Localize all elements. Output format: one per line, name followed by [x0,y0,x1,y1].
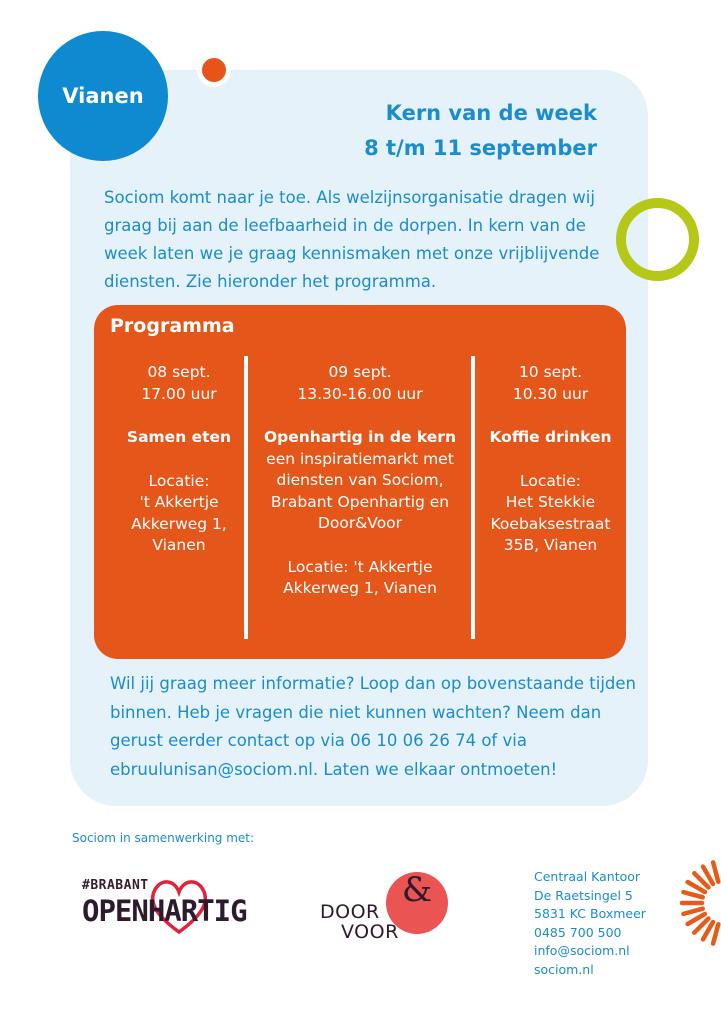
program-column-1 [112,362,246,557]
contact-line: Centraal Kantoor [534,869,641,884]
partners-caption: Sociom in samenwerking met: [72,831,255,845]
event-location-line: Akkerweg 1, Vianen [283,579,437,597]
program-column-3 [473,362,628,557]
event-heading [364,96,597,166]
event-location-label: Locatie: 't Akkertje [287,557,433,576]
contact-block [534,868,646,979]
decorative-dot [202,58,226,82]
event-location-line: 35B, Vianen [503,536,598,554]
event-title: Kern van de week [385,101,597,125]
event-date: 09 sept. [328,363,392,381]
event-location-line: Akkerweg 1, [131,514,227,533]
event-name: Koffie drinken [489,428,612,446]
event-location-line: Vianen [152,536,206,554]
event-date: 10 sept. [518,363,583,381]
event-name: Openhartig in de kern [263,428,456,446]
programma-title: Programma [110,315,235,337]
brabant-logo-main: OPENHARTIG [82,894,247,928]
door-voor-ampersand: & [401,870,433,910]
contact-website[interactable]: sociom.nl [534,961,594,977]
event-date: 08 sept. [147,363,211,381]
event-location-label: Locatie: [148,471,210,490]
sunburst-ray [683,909,702,914]
sociom-sunburst-icon [666,848,721,958]
location-badge-label: Vianen [62,84,144,108]
voor-word: VOOR [341,921,399,943]
sunburst-ray [683,892,702,897]
contact-phone: 0485 700 500 [534,924,622,940]
intro-text: Sociom komt naar je toe. Als welzijnsorganisatie dragen wij graag bij aan de leefbaarheid in de dorpen. In kern van de week laten we je graag kennismaken met onze vrijblijvende diensten. Zie hieronder het programma. [104,188,600,291]
event-time: 17.00 uur [141,384,217,403]
sunburst-ray [713,862,718,881]
contact-line: De Raetsingel 5 [534,887,633,903]
event-time: 10.30 uur [512,384,589,403]
event-location-line: Het Stekkie [505,493,596,511]
door-voor-wordmark [320,902,399,942]
event-time: 13.30-16.00 uur [297,384,423,403]
event-location-line: Koebaksestraat [490,514,611,533]
event-location-line: 't Akkertje [139,493,219,511]
programma-box [94,305,626,659]
door-voor-logo [320,870,455,945]
event-location-label: Locatie: [519,471,581,490]
event-dates: 8 t/m 11 september [364,136,597,160]
door-word: DOOR [320,901,380,923]
program-column-2 [249,362,471,600]
contact-email[interactable]: info@sociom.nl [534,943,630,958]
brabant-openhartig-logo [82,878,247,948]
column-divider [244,356,248,639]
brabant-logo-tag: #BRABANT [82,878,149,893]
location-badge [38,31,168,161]
event-description: een inspiratiemarkt met diensten van Sociom, Brabant Openhartig en Door&Voor [266,449,454,532]
sunburst-ray [713,924,718,943]
decorative-ring [616,198,699,281]
event-name: Samen eten [126,428,232,446]
contact-line: 5831 KC Boxmeer [534,906,646,921]
outro-text: Wil jij graag meer informatie? Loop dan op bovenstaande tijden binnen. Heb je vragen die niet kunnen wachten? Neem dan gerust eerder contact op via 06 10 06 26 74 of via ebruulunisan@sociom.nl. Laten we elkaar ontmoeten! [110,674,636,779]
